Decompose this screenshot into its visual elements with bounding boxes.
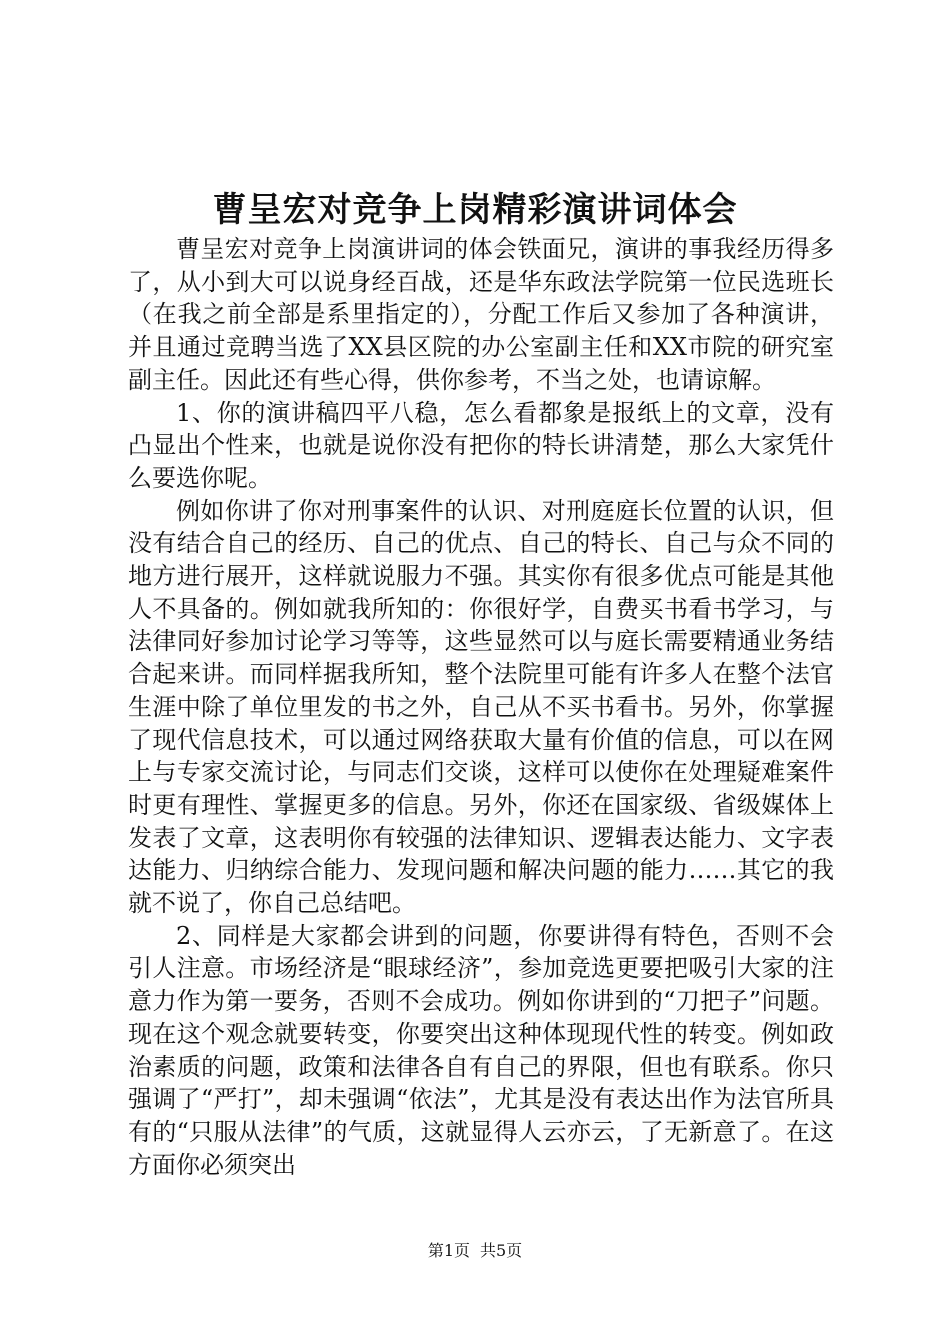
document-body	[128, 233, 834, 1181]
document-title: 曹呈宏对竞争上岗精彩演讲词体会	[212, 190, 738, 230]
paragraph-intro: 曹呈宏对竞争上岗演讲词的体会铁面兄，演讲的事我经历得多了，从小到大可以说身经百战，还是华东政法学院第一位民选班长（在我之前全部是系里指定的），分配工作后又参加了各种演讲，并且通过竞聘当选了XX县区院的办公室副主任和XX市院的研究室副主任。因此还有些心得，供你参考，不当之处，也请谅解。	[128, 235, 834, 394]
page-total: 共5页	[480, 1241, 523, 1260]
paragraph-example: 例如你讲了你对刑事案件的认识、对刑庭庭长位置的认识，但没有结合自己的经历、自己的优点、自己的特长、自己与众不同的地方进行展开，这样就说服力不强。其实你有很多优点可能是其他人不具备的。例如就我所知的：你很好学，自费买书看书学习，与法律同好参加讨论学习等等，这些显然可以与庭长需要精通业务结合起来讲。而同样据我所知，整个法院里可能有许多人在整个法官生涯中除了单位里发的书之外，自己从不买书看书。另外，你掌握了现代信息技术，可以通过网络获取大量有价值的信息，可以在网上与专家交流讨论，与同志们交谈，这样可以使你在处理疑难案件时更有理性、掌握更多的信息。另外，你还在国家级、省级媒体上发表了文章，这表明你有较强的法律知识、逻辑表达能力、文字表达能力、归纳综合能力、发现问题和解决问题的能力……其它的我就不说了，你自己总结吧。	[128, 496, 834, 918]
paragraph-point-2: 2、同样是大家都会讲到的问题，你要讲得有特色，否则不会引人注意。市场经济是“眼球经济”，参加竞选更要把吸引大家的注意力作为第一要务，否则不会成功。例如你讲到的“刀把子”问题。现在这个观念就要转变，你要突出这种体现现代性的转变。例如政治素质的问题，政策和法律各自有自己的界限，但也有联系。你只强调了“严打”，却未强调“依法”，尤其是没有表达出作为法官所具有的“只服从法律”的气质，这就显得人云亦云，了无新意了。在这方面你必须突出	[128, 921, 834, 1179]
page-number: 第1页	[427, 1241, 470, 1260]
page-footer	[0, 1240, 950, 1262]
paragraph-point-1: 1、你的演讲稿四平八稳，怎么看都象是报纸上的文章，没有凸显出个性来，也就是说你没有把你的特长讲清楚，那么大家凭什么要选你呢。	[128, 398, 834, 492]
